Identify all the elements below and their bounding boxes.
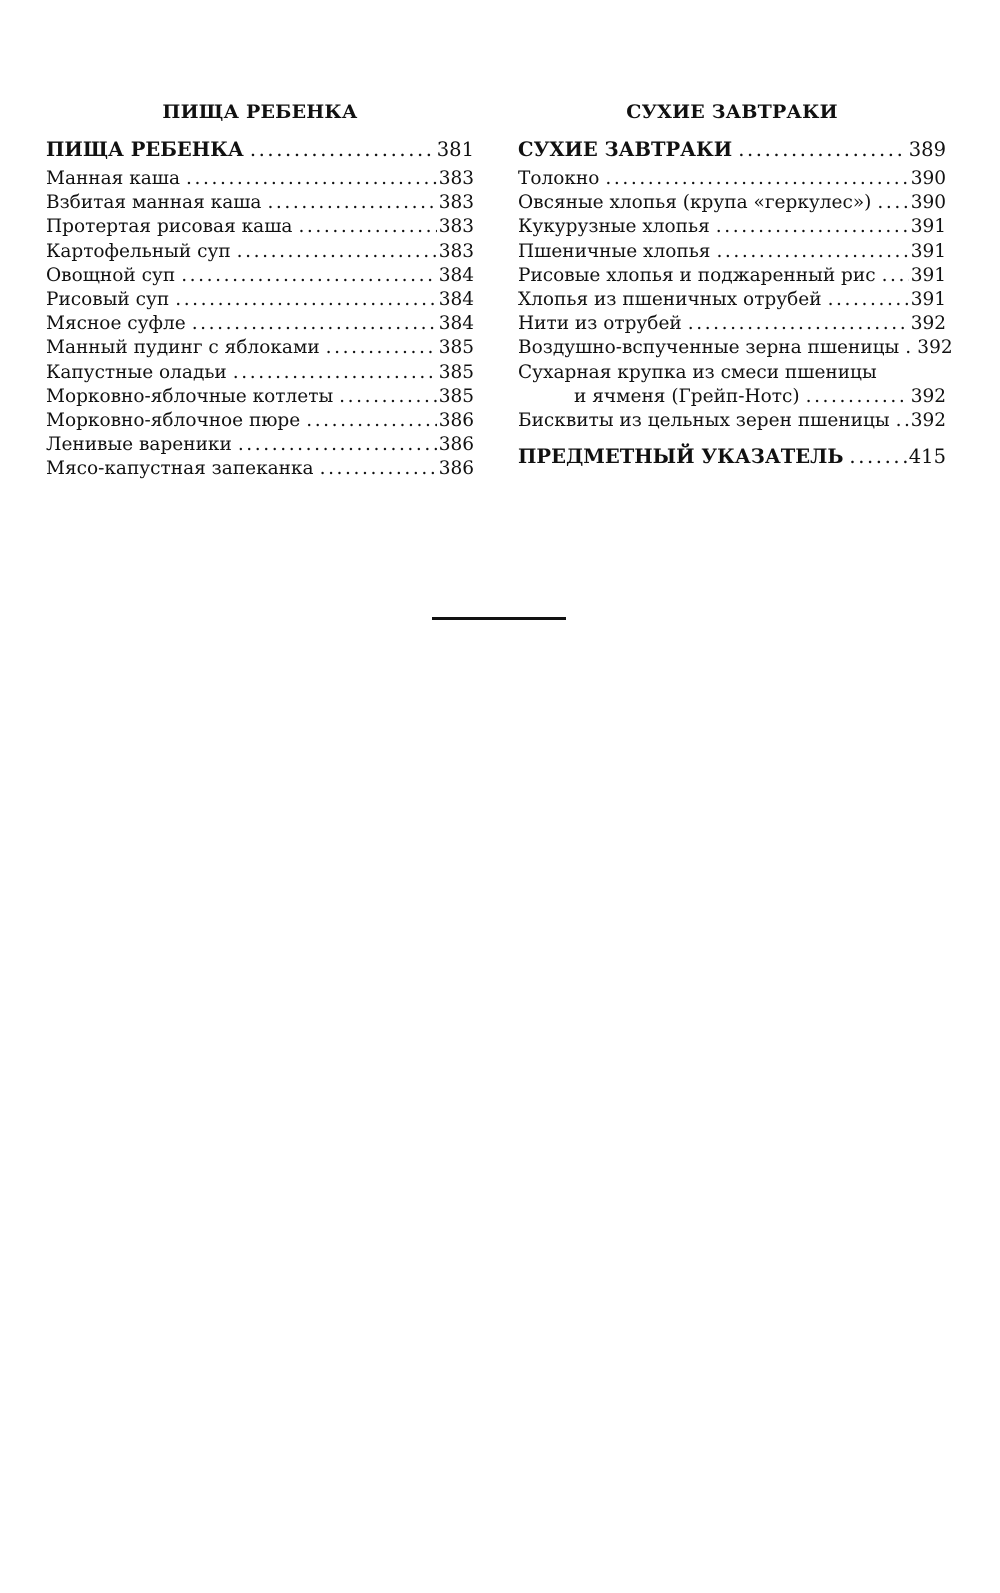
toc-entry-page: 390 [910, 192, 946, 214]
dot-leader [877, 191, 908, 215]
toc-entry-page: 391 [910, 264, 946, 286]
toc-entry-title: Капустные оладьи [46, 361, 227, 383]
toc-entry-title-cont: и ячменя (Грейп-Нотс) [574, 385, 800, 407]
dot-leader [326, 336, 437, 360]
dot-leader [267, 191, 436, 215]
toc-entry-page: 392 [910, 410, 946, 432]
toc-entry-page: 385 [438, 385, 474, 407]
toc-entry[interactable] [518, 336, 953, 360]
toc-entry-title: ПИЩА РЕБЕНКА [46, 138, 244, 161]
toc-index-entry[interactable] [518, 443, 946, 471]
toc-entry[interactable] [46, 409, 474, 433]
toc-entry[interactable] [46, 361, 474, 385]
dot-leader [298, 215, 436, 239]
toc-entry-page: 391 [910, 240, 946, 262]
toc-entry[interactable] [518, 215, 946, 239]
toc-entry-title: Хлопья из пшеничных отрубей [518, 289, 822, 311]
toc-entry-page: 383 [438, 216, 474, 238]
dot-leader [882, 264, 909, 288]
toc-entry-title: Взбитая манная каша [46, 192, 262, 214]
toc-entry-page: 392 [910, 385, 946, 407]
toc-entry-title: Картофельный суп [46, 240, 231, 262]
toc-section-entry[interactable] [46, 136, 474, 164]
toc-entry-page: 391 [910, 216, 946, 238]
toc-entry[interactable] [46, 433, 474, 457]
toc-entry[interactable] [46, 264, 474, 288]
toc-entry-title: Воздушно-вспученные зерна пшеницы [518, 337, 900, 359]
toc-entry-page: 386 [438, 458, 474, 480]
toc-entry-title: Ленивые вареники [46, 434, 232, 456]
dot-leader [186, 167, 437, 191]
toc-entry-page: 383 [438, 240, 474, 262]
toc-entry[interactable] [46, 167, 474, 191]
toc-entry[interactable] [46, 191, 474, 215]
dot-leader [237, 240, 437, 264]
toc-entry-title: Сухарная крупка из смеси пшеницы [518, 361, 877, 383]
toc-entry[interactable] [46, 336, 474, 360]
dot-leader [716, 240, 908, 264]
toc-entry-page: 392 [917, 337, 953, 359]
dot-leader [233, 361, 437, 385]
toc-entry[interactable] [46, 288, 474, 312]
toc-entry-page: 415 [908, 445, 946, 469]
toc-entry-title: Пшеничные хлопья [518, 240, 711, 262]
toc-entry-title: Нити из отрубей [518, 313, 682, 335]
toc-entry-page: 383 [438, 192, 474, 214]
toc-entry-page: 391 [910, 289, 946, 311]
toc-entry-page: 384 [438, 289, 474, 311]
toc-entry[interactable] [518, 288, 946, 312]
toc-entry[interactable] [518, 167, 946, 191]
toc-entry-title: Овсяные хлопья (крупа «геркулес») [518, 192, 872, 214]
dot-leader [605, 167, 908, 191]
toc-entry[interactable] [518, 312, 946, 336]
toc-entry-title: Манная каша [46, 168, 181, 189]
dot-leader [688, 312, 909, 336]
column-heading: ПИЩА РЕБЕНКА [162, 101, 358, 123]
toc-column-right [518, 98, 953, 474]
toc-entry-page: 381 [436, 138, 474, 161]
toc-entry-title: Морковно-яблочное пюре [46, 410, 301, 432]
toc-entry[interactable] [46, 457, 474, 481]
toc-entry-title: Протертая рисовая каша [46, 216, 293, 238]
toc-entry-page: 384 [438, 264, 474, 286]
dot-leader [905, 336, 915, 360]
dot-leader [238, 433, 437, 457]
toc-entry[interactable] [518, 240, 946, 264]
toc-entry-title: ПРЕДМЕТНЫЙ УКАЗАТЕЛЬ [518, 445, 844, 469]
toc-entry-title: Толокно [518, 168, 600, 189]
toc-entry-title: Овощной суп [46, 264, 176, 286]
toc-column-left [46, 98, 474, 482]
toc-entry-title: Морковно-яблочные котлеты [46, 385, 334, 407]
dot-leader [175, 288, 436, 312]
toc-entry-title: Манный пудинг с яблоками [46, 337, 320, 359]
toc-entry-title: Бисквиты из цельных зерен пшеницы [518, 410, 890, 432]
dot-leader [716, 215, 909, 239]
toc-entry[interactable] [518, 264, 946, 288]
dot-leader [192, 312, 437, 336]
toc-entry[interactable] [46, 312, 474, 336]
end-rule-divider [432, 617, 566, 620]
toc-entry-page: 385 [438, 361, 474, 383]
dot-leader [806, 385, 909, 409]
toc-entry-title: Рисовые хлопья и поджаренный рис [518, 264, 876, 286]
dot-leader [250, 136, 435, 164]
toc-entry-title: СУХИЕ ЗАВТРАКИ [518, 138, 733, 161]
toc-entry-page: 385 [438, 337, 474, 359]
dot-leader [828, 288, 909, 312]
toc-section-entry[interactable] [518, 136, 946, 164]
dot-leader [181, 264, 437, 288]
toc-entry-title: Мясное суфле [46, 313, 186, 335]
dot-leader [738, 136, 907, 164]
toc-entry-page: 384 [438, 313, 474, 335]
toc-entry-page: 383 [438, 168, 474, 189]
toc-entry-page: 390 [910, 168, 946, 189]
column-heading: СУХИЕ ЗАВТРАКИ [626, 101, 838, 123]
toc-entry[interactable] [46, 240, 474, 264]
toc-entry[interactable] [46, 215, 474, 239]
toc-entry-title: Мясо-капустная запеканка [46, 458, 314, 480]
toc-entry[interactable] [46, 385, 474, 409]
toc-entry-page: 386 [438, 410, 474, 432]
dot-leader [339, 385, 437, 409]
toc-entry-multiline-first[interactable] [518, 361, 946, 385]
toc-entry[interactable] [518, 409, 946, 433]
dot-leader [849, 443, 906, 471]
toc-entry-page: 392 [910, 313, 946, 335]
dot-leader [896, 409, 909, 433]
toc-entry-title: Кукурузные хлопья [518, 216, 710, 238]
dot-leader [306, 409, 436, 433]
toc-entry-title: Рисовый суп [46, 289, 170, 311]
toc-entry-multiline-cont[interactable] [518, 385, 946, 409]
toc-entry-page: 389 [908, 138, 946, 161]
dot-leader [320, 457, 437, 481]
toc-entry-page: 386 [438, 434, 474, 456]
toc-entry[interactable] [518, 191, 946, 215]
